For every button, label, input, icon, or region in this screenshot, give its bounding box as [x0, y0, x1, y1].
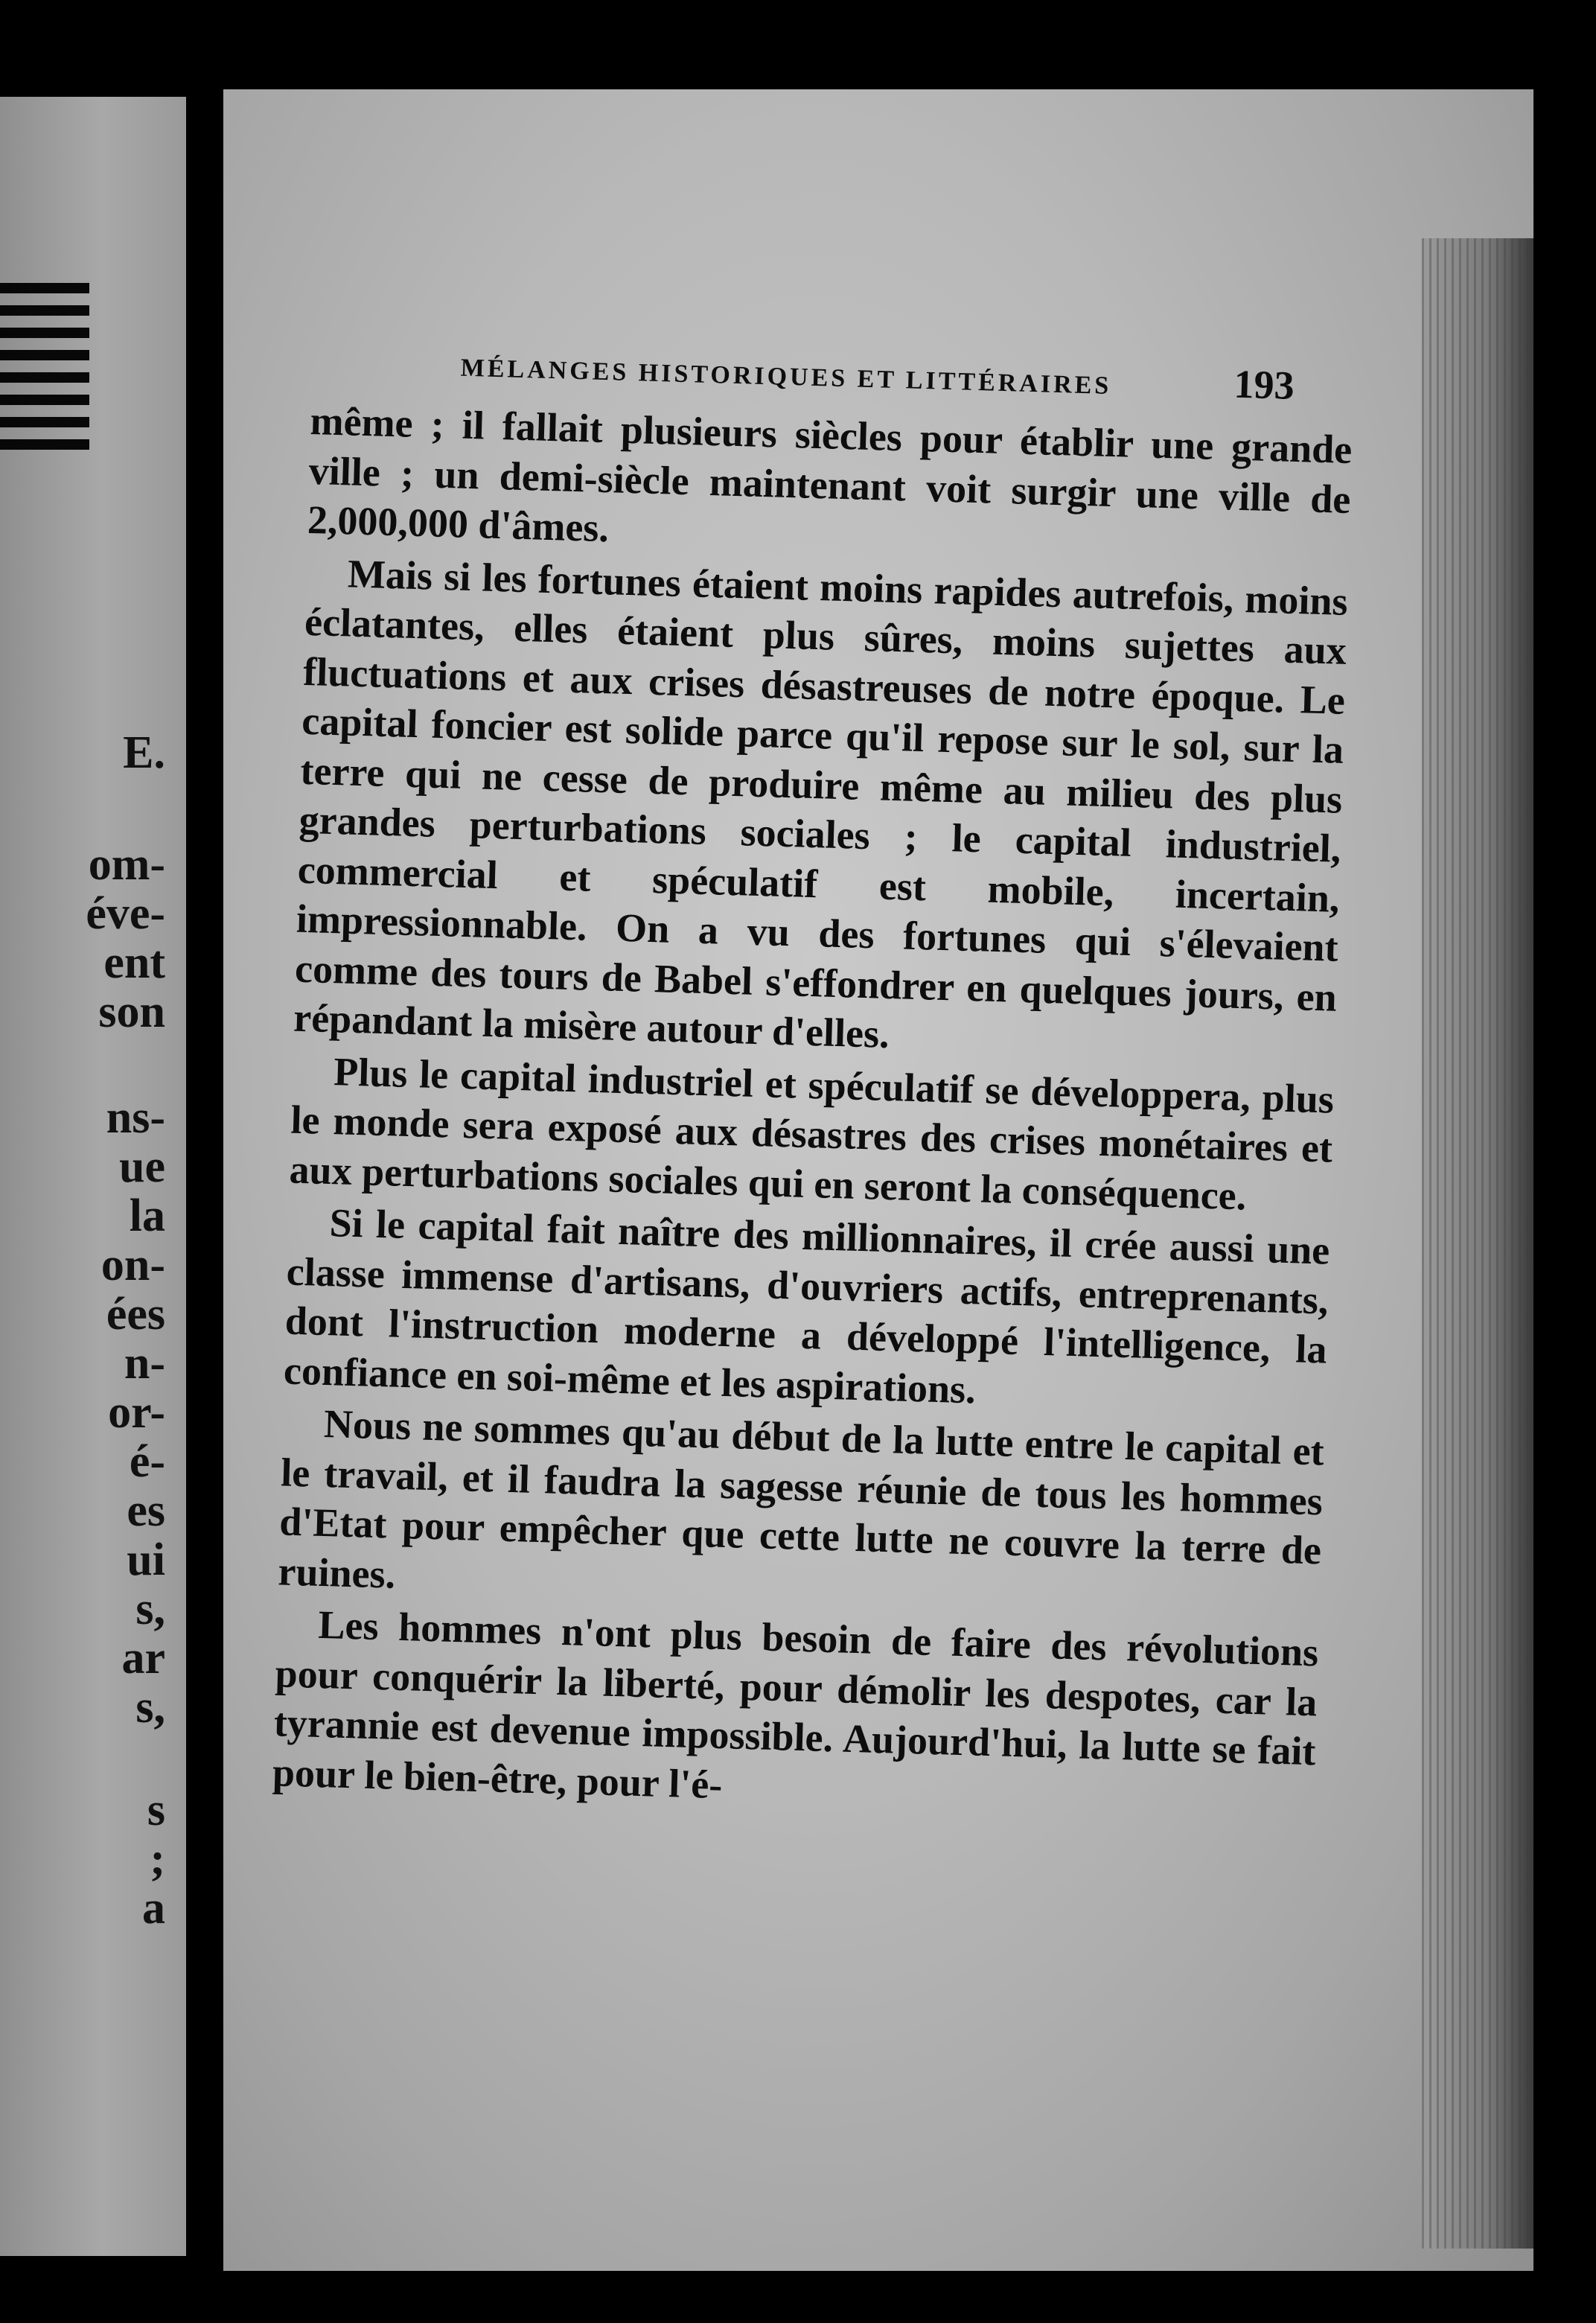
paragraph: Si le capital fait naître des millionnaires, il crée aussi une classe immense d'artisans, d'ouvriers actifs, entreprenants, dont l'instruction moderne a développé l'intelligence, la confiance en soi-même et les aspirations.	[283, 1200, 1331, 1412]
paragraph: Nous ne sommes qu'au début de la lutte entre le capital et le travail, et il faudra la sagesse réunie de tous les hommes d'Etat pour empêcher que cette lutte ne couvre la terre de ruines.	[277, 1401, 1325, 1597]
page-edge	[1422, 238, 1533, 2249]
page-number: 193	[1233, 361, 1295, 408]
paragraph: Plus le capital industriel et spéculatif se développera, plus le monde sera exposé aux désastres des crises monétaires et aux perturbations sociales qui en seront la conséquence.	[288, 1048, 1335, 1218]
facing-page-fragment: es	[127, 1485, 165, 1536]
paragraph: même ; il fallait plusieurs siècles pour établir une grande ville ; un demi-siècle maintenant voit surgir une ville de 2,000,000 d'âmes.	[307, 398, 1353, 551]
facing-page-fragment: la	[129, 1191, 165, 1241]
facing-page-fragment: ent	[103, 937, 165, 988]
ornament-rule	[0, 283, 89, 462]
facing-page-fragment: son	[98, 987, 165, 1037]
facing-page-fragment: éve-	[86, 888, 165, 939]
facing-page-fragment: ui	[127, 1535, 165, 1585]
facing-page-fragment: s,	[135, 1682, 165, 1733]
text-block	[272, 335, 1354, 1829]
running-title: MÉLANGES HISTORIQUES ET LITTÉRAIRES	[460, 354, 1112, 400]
facing-page-fragment: n-	[124, 1338, 165, 1389]
facing-page-fragment: om-	[88, 839, 165, 890]
paragraph: Les hommes n'ont plus besoin de faire des révolutions pour conquérir la liberté, pour démolir les despotes, car la tyrannie est devenue impossible. Aujourd'hui, la lutte se fait pour le bien-être, pour l'é-	[272, 1602, 1319, 1807]
facing-page-fragment: ;	[150, 1834, 165, 1884]
facing-page-fragment: E.	[123, 727, 165, 778]
facing-page-fragment: or-	[108, 1387, 165, 1438]
facing-page-fragment: on-	[100, 1240, 165, 1290]
facing-page-fragment: ue	[119, 1141, 165, 1192]
facing-page-fragment: ar	[121, 1633, 165, 1683]
facing-page-fragment: ns-	[106, 1092, 165, 1143]
book-page	[223, 89, 1533, 2271]
facing-page-fragment: é-	[129, 1436, 165, 1487]
facing-page-fragment: s	[147, 1785, 165, 1835]
facing-page-fragment: a	[142, 1883, 165, 1934]
running-head	[460, 340, 1295, 409]
paragraph: Mais si les fortunes étaient moins rapides autrefois, moins éclatantes, elles étaient plus sûres, moins sujettes aux fluctuations et aux crises désastreuses de notre époque. Le capital foncier est solide parce qu'il repose sur le sol, sur la terre qui ne cesse de produire même au milieu des plus grandes perturbations sociales ; le capital industriel, commercial et spéculatif est mobile, incertain, impressionnable. On a vu des fortunes qui s'élevaient comme des tours de Babel s'effondrer en quelques jours, en répandant la misère autour d'elles.	[293, 550, 1349, 1057]
facing-page	[0, 97, 186, 2256]
facing-page-fragment: ées	[106, 1289, 165, 1339]
facing-page-fragment: s,	[135, 1584, 165, 1634]
